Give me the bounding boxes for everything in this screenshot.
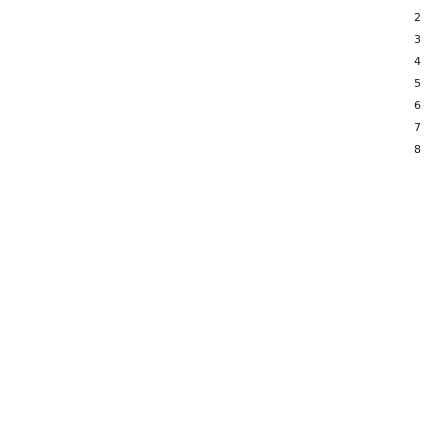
list-item-7	[0, 120, 424, 136]
list-item-3	[0, 32, 424, 48]
list-item-5	[0, 76, 424, 92]
item-number: 5	[414, 76, 421, 90]
list-item-2	[0, 10, 424, 26]
item-number: 4	[414, 54, 421, 68]
item-number: 7	[414, 120, 421, 134]
item-number: 2	[414, 11, 421, 24]
item-number: 3	[414, 32, 421, 46]
list-item-6	[0, 98, 424, 114]
item-number: 8	[414, 142, 421, 156]
list-item-8	[0, 142, 424, 158]
numbered-list	[0, 10, 424, 158]
list-item-4	[0, 54, 424, 70]
item-number: 6	[414, 98, 421, 112]
